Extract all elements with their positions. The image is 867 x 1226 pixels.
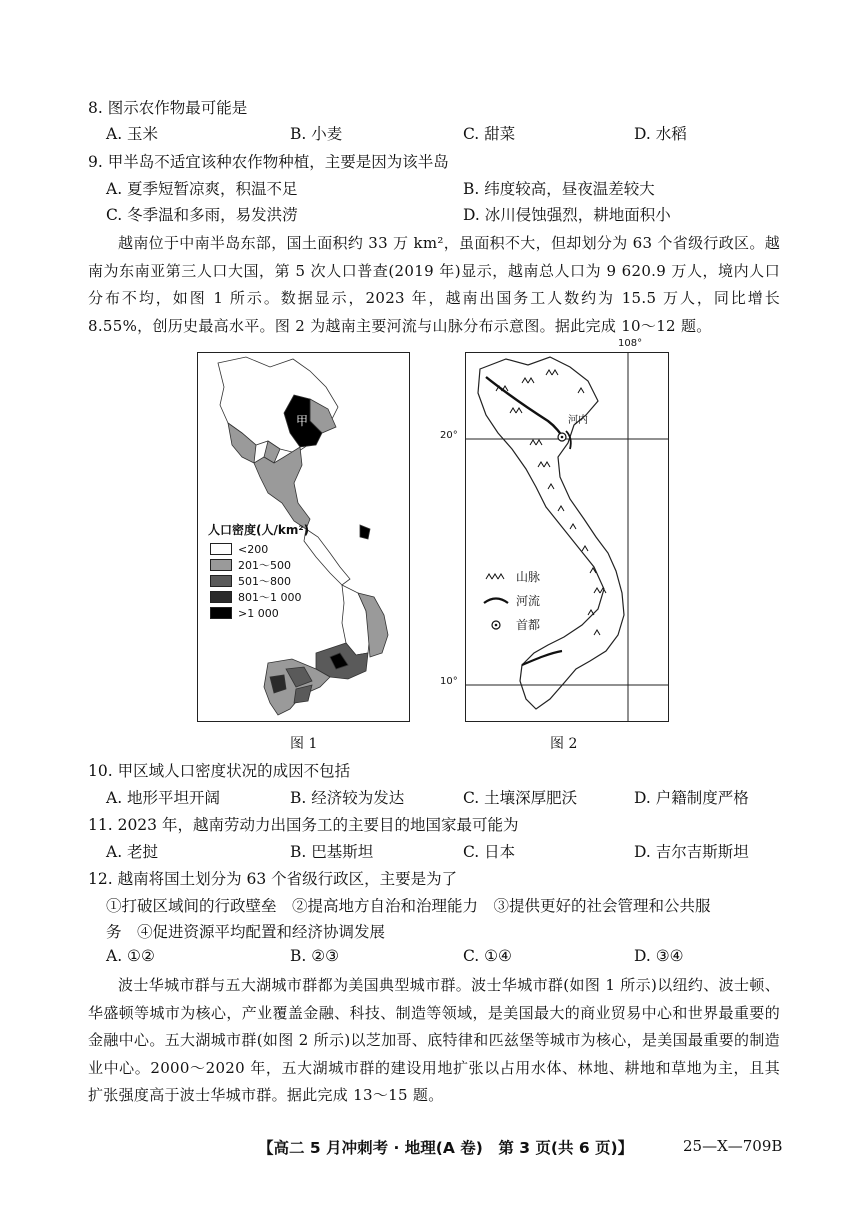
q12-option-c: C. ①④ [463, 947, 512, 965]
hanoi-label: 河内 [568, 415, 588, 426]
lat-10-label: 10° [440, 676, 458, 687]
fig2-legend-capital: 首都 [516, 618, 541, 632]
figure-1-caption: 图 1 [290, 736, 318, 752]
q10-stem: 10. 甲区域人口密度状况的成因不包括 [88, 762, 351, 780]
q12-statements-line1: ①打破区域间的行政壁垒 ②提高地方自治和治理能力 ③提供更好的社会管理和公共服 [106, 897, 711, 915]
lat-20-label: 20° [440, 430, 458, 441]
q10-option-b: B. 经济较为发达 [290, 789, 405, 807]
fig2-legend-river: 河流 [516, 594, 541, 608]
mountain-symbols [496, 370, 606, 635]
red-river [486, 377, 564, 439]
q8-option-a: A. 玉米 [106, 125, 159, 143]
legend-swatch [210, 543, 232, 555]
fig1-legend [210, 541, 302, 621]
lon-108-label: 108° [618, 338, 643, 349]
figure-2-map [465, 352, 669, 722]
q11-stem: 11. 2023 年，越南劳动力出国务工的主要目的地国家最可能为 [88, 816, 519, 834]
vietnam-river-mountain-map [466, 353, 668, 721]
legend-label: 501～800 [238, 575, 291, 588]
q8-stem: 8. 图示农作物最可能是 [88, 99, 248, 117]
q8-option-d: D. 水稻 [634, 125, 687, 143]
vietnam-paragraph: 越南位于中南半岛东部，国土面积约 33 万 km²，虽面积不大，但却划分为 63 个省级行政区。越南为东南亚第三人口大国，第 5 次人口普查(2019 年)显示，越南总人口为 9 620.9 万人，境内人口分布不均，如图 1 所示。数据显示，2023 年，越南出国务工人数约为 15.5 万人，同比增长 8.55%，创历史最高水平。图 2 为越南主要河流与山脉分布示意图。据此完成 10～12 题。 [88, 234, 780, 335]
legend-item [210, 541, 302, 557]
q12-statements-line2: 务 ④促进资源平均配置和经济协调发展 [106, 923, 386, 941]
legend-swatch [210, 575, 232, 587]
vietnam-outline [478, 357, 624, 709]
legend-label: 801～1 000 [238, 591, 302, 604]
q12-option-a: A. ①② [106, 947, 155, 965]
page-footer: 【高二 5 月冲刺考 · 地理(A 卷) 第 3 页(共 6 页)】 [258, 1139, 634, 1157]
figure-2-caption: 图 2 [550, 736, 578, 752]
mountain-icon [486, 574, 504, 579]
q10-option-a: A. 地形平坦开阔 [106, 789, 221, 807]
mekong-river [522, 651, 562, 665]
legend-item [210, 573, 302, 589]
legend-swatch [210, 559, 232, 571]
legend-item [210, 589, 302, 605]
fig2-legend-mountain: 山脉 [516, 570, 541, 584]
usa-paragraph: 波士华城市群与五大湖城市群都为美国典型城市群。波士华城市群(如图 1 所示)以纽约、波士顿、华盛顿等城市为核心，产业覆盖金融、科技、制造等领域，是美国最大的商业贸易中心和世界最重要的金融中心。五大湖城市群(如图 2 所示)以芝加哥、底特律和匹兹堡等城市为核心，是美国最重要的制造业中心。2000～2020 年，五大湖城市群的建设用地扩张以占用水体、林地、耕地和草地为主，且其扩张强度高于波士华城市群。据此完成 13～15 题。 [88, 976, 780, 1104]
q11-option-d: D. 吉尔吉斯斯坦 [634, 843, 749, 861]
exam-code: 25—X—709B [683, 1137, 783, 1155]
q8-option-c: C. 甜菜 [463, 125, 516, 143]
fig1-legend-title: 人口密度(人/km²) [208, 523, 310, 537]
q11-option-c: C. 日本 [463, 843, 516, 861]
q10-option-c: C. 土壤深厚肥沃 [463, 789, 578, 807]
river-icon [484, 599, 508, 604]
q9-option-d: D. 冰川侵蚀强烈，耕地面积小 [463, 206, 671, 224]
legend-swatch [210, 607, 232, 619]
q9-stem: 9. 甲半岛不适宜该种农作物种植，主要是因为该半岛 [88, 153, 449, 171]
q9-option-a: A. 夏季短暂凉爽，积温不足 [106, 180, 298, 198]
figure-1-map [197, 352, 410, 722]
legend-label: 201～500 [238, 559, 291, 572]
q11-option-b: B. 巴基斯坦 [290, 843, 374, 861]
legend-item [210, 605, 302, 621]
q12-stem: 12. 越南将国土划分为 63 个省级行政区，主要是为了 [88, 870, 458, 888]
legend-swatch [210, 591, 232, 603]
legend-item [210, 557, 302, 573]
q8-option-b: B. 小麦 [290, 125, 343, 143]
legend-label: >1 000 [238, 606, 279, 620]
q10-option-d: D. 户籍制度严格 [634, 789, 749, 807]
q12-option-d: D. ③④ [634, 947, 684, 965]
north-central-region [254, 447, 310, 529]
legend-label: <200 [238, 542, 269, 556]
q12-option-b: B. ②③ [290, 947, 340, 965]
q9-option-b: B. 纬度较高，昼夜温差较大 [463, 180, 655, 198]
q9-option-c: C. 冬季温和多雨，易发洪涝 [106, 206, 298, 224]
q11-option-a: A. 老挝 [106, 843, 159, 861]
jia-label: 甲 [295, 414, 309, 428]
